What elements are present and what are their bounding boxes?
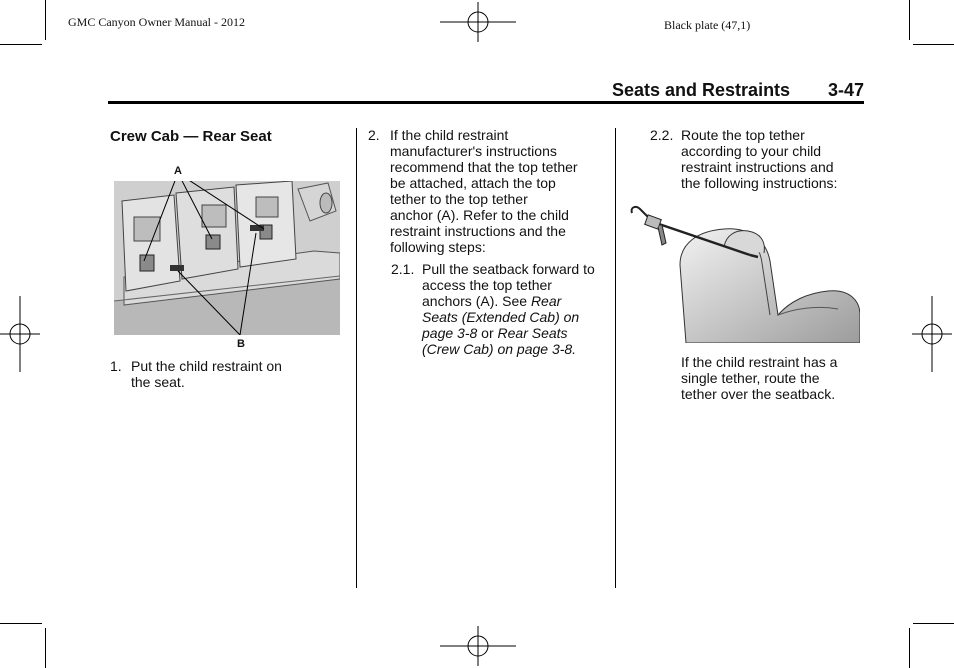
step-2-line: restraint instructions and the <box>390 223 566 239</box>
header-rule <box>108 101 864 104</box>
header-document-title: GMC Canyon Owner Manual - 2012 <box>68 15 245 29</box>
header-plate-info: Black plate (47,1) <box>664 18 751 32</box>
step-1-number: 1. <box>110 358 122 374</box>
step-2-number: 2. <box>368 127 380 143</box>
registration-mark-right <box>912 296 952 372</box>
column-divider <box>615 128 616 588</box>
crop-mark <box>913 44 954 45</box>
cross-reference-link[interactable]: Rear Seats <box>497 325 568 341</box>
step-2-2 <box>650 127 870 195</box>
step-2-1-line <box>422 293 595 309</box>
crop-mark <box>45 0 46 40</box>
column-divider <box>356 128 357 588</box>
step-2-line: If the child restraint <box>390 127 509 143</box>
rear-seat-anchor-illustration <box>114 181 340 335</box>
step-2-1-text <box>422 261 595 357</box>
step-2-1-line <box>422 325 595 341</box>
step-2-1-line: Pull the seatback forward to <box>422 261 595 277</box>
step-2-text <box>390 127 578 255</box>
crop-mark <box>45 628 46 668</box>
note-line: If the child restraint has a <box>681 354 838 370</box>
step-1 <box>110 358 350 392</box>
step-2-2-line: restraint instructions and <box>681 159 834 175</box>
tether-over-seatback-illustration <box>628 205 860 343</box>
crop-mark <box>913 623 954 624</box>
step-2-1-number: 2.1. <box>391 261 415 277</box>
step-2 <box>368 127 608 259</box>
cross-reference-link[interactable]: (Crew Cab) on page 3-8. <box>422 341 577 357</box>
step-2-1 <box>391 261 611 361</box>
step-2-line: anchor (A). Refer to the child <box>390 207 569 223</box>
crop-mark <box>0 623 42 624</box>
note-line: single tether, route the <box>681 370 820 386</box>
cross-reference-link[interactable]: Rear <box>530 293 562 309</box>
step-2-2-line: according to your child <box>681 143 822 159</box>
step-2-1-text-segment: or <box>477 325 498 341</box>
cross-reference-link[interactable]: page 3-8 <box>422 325 478 341</box>
note-line: tether over the seatback. <box>681 386 836 402</box>
registration-mark-bottom <box>440 626 516 666</box>
step-2-2-text <box>681 127 837 191</box>
step-2-1-text-segment: anchors (A). See <box>422 293 531 309</box>
step-2-2-line: the following instructions: <box>681 175 838 191</box>
cross-reference-link[interactable]: Seats (Extended Cab) on <box>422 309 580 325</box>
figure-label-b: B <box>237 338 245 350</box>
step-2-1-line: access the top tether <box>422 277 552 293</box>
step-2-2-line: Route the top tether <box>681 127 805 143</box>
subheading-crew-cab: Crew Cab — Rear Seat <box>110 128 272 145</box>
page-number: 3-47 <box>828 80 865 100</box>
step-2-line: be attached, attach the top <box>390 175 556 191</box>
crop-mark <box>0 44 42 45</box>
step-1-line: Put the child restraint on <box>131 358 282 374</box>
step-1-text <box>131 358 282 390</box>
step-2-2-number: 2.2. <box>650 127 674 143</box>
section-title: Seats and Restraints <box>612 80 791 100</box>
step-1-line: the seat. <box>131 374 185 390</box>
registration-mark-left <box>0 296 40 372</box>
step-2-1-line <box>422 309 595 325</box>
step-2-line: tether to the top tether <box>390 191 528 207</box>
step-2-1-line <box>422 341 595 357</box>
single-tether-note <box>681 354 861 404</box>
crop-mark <box>909 628 910 668</box>
registration-mark-top <box>440 2 516 42</box>
crop-mark <box>909 0 910 40</box>
step-2-line: recommend that the top tether <box>390 159 578 175</box>
figure-label-a: A <box>174 165 182 177</box>
step-2-line: following steps: <box>390 239 486 255</box>
step-2-line: manufacturer's instructions <box>390 143 557 159</box>
